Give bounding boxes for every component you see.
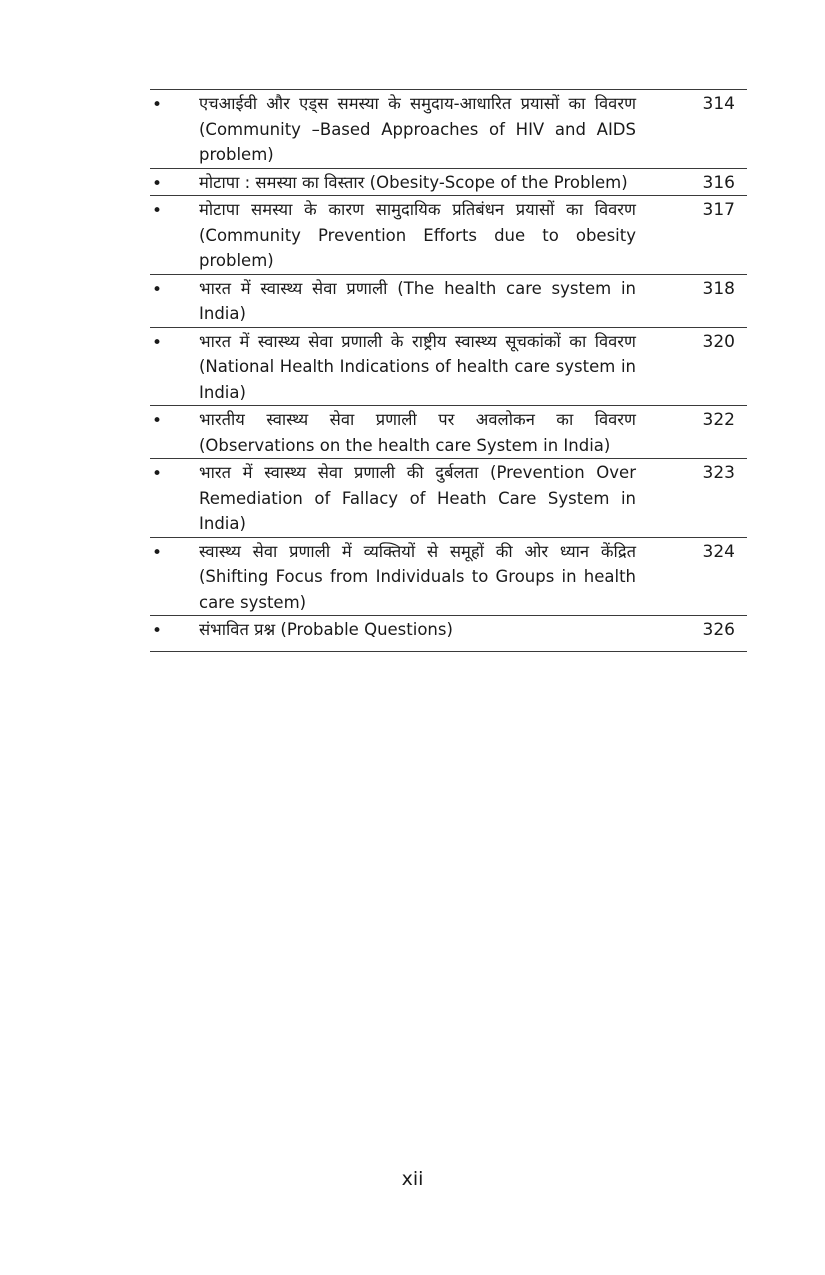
bullet: •	[152, 173, 163, 194]
toc-entry-title: भारत में स्वास्थ्य सेवा प्रणाली की दुर्बलता (Prevention Over Remediation of Fallacy of Heath Care System in India)	[199, 463, 636, 533]
toc-entry-title: स्वास्थ्य सेवा प्रणाली में व्यक्तियों से समूहों की ओर ध्यान केंद्रित (Shifting Focus from Individuals to Groups in health care system)	[199, 541, 636, 612]
toc-entry-title: मोटापा समस्या के कारण सामुदायिक प्रतिबंधन प्रयासों का विवरण (Community Prevention Efforts due to obesity problem)	[199, 200, 636, 270]
toc-entry-title: एचआईवी और एड्स समस्या के समुदाय-आधारित प्रयासों का विवरण (Community –Based Approaches of HIV and AIDS problem)	[199, 94, 636, 164]
toc-row	[150, 405, 747, 458]
toc-entry-title: भारतीय स्वास्थ्य सेवा प्रणाली पर अवलोकन का विवरण (Observations on the health care System in India)	[199, 410, 636, 455]
table-of-contents	[150, 89, 747, 652]
toc-page-number: 314	[702, 94, 735, 114]
toc-page-number: 324	[702, 541, 735, 562]
bullet: •	[152, 201, 163, 221]
bullet: •	[152, 279, 163, 300]
bullet: •	[152, 411, 163, 431]
toc-page-number: 322	[702, 410, 735, 430]
toc-page-number: 326	[702, 620, 735, 640]
toc-entry-title: भारत में स्वास्थ्य सेवा प्रणाली के राष्ट्रीय स्वास्थ्य सूचकांकों का विवरण (National Health Indications of health care system in India)	[199, 331, 636, 402]
toc-page-number: 320	[702, 331, 735, 352]
bullet: •	[152, 542, 163, 563]
toc-row	[150, 458, 747, 537]
toc-row	[150, 168, 747, 196]
toc-row	[150, 537, 747, 616]
toc-row	[150, 89, 747, 168]
toc-row	[150, 195, 747, 274]
bullet: •	[152, 332, 163, 353]
toc-page-number: 318	[702, 278, 735, 299]
toc-page-number: 317	[702, 200, 735, 220]
toc-row	[150, 327, 747, 406]
toc-page-number: 316	[702, 172, 735, 193]
toc-row	[150, 274, 747, 327]
page-folio: xii	[401, 1168, 424, 1190]
bullet: •	[152, 621, 163, 641]
toc-entry-title: संभावित प्रश्न (Probable Questions)	[199, 620, 453, 639]
bullet: •	[152, 464, 163, 484]
toc-entry-title: भारत में स्वास्थ्य सेवा प्रणाली (The health care system in India)	[199, 278, 636, 323]
toc-row	[150, 615, 747, 652]
toc-page-number: 323	[702, 463, 735, 483]
bullet: •	[152, 95, 163, 115]
toc-entry-title: मोटापा : समस्या का विस्तार (Obesity-Scope of the Problem)	[199, 172, 628, 192]
